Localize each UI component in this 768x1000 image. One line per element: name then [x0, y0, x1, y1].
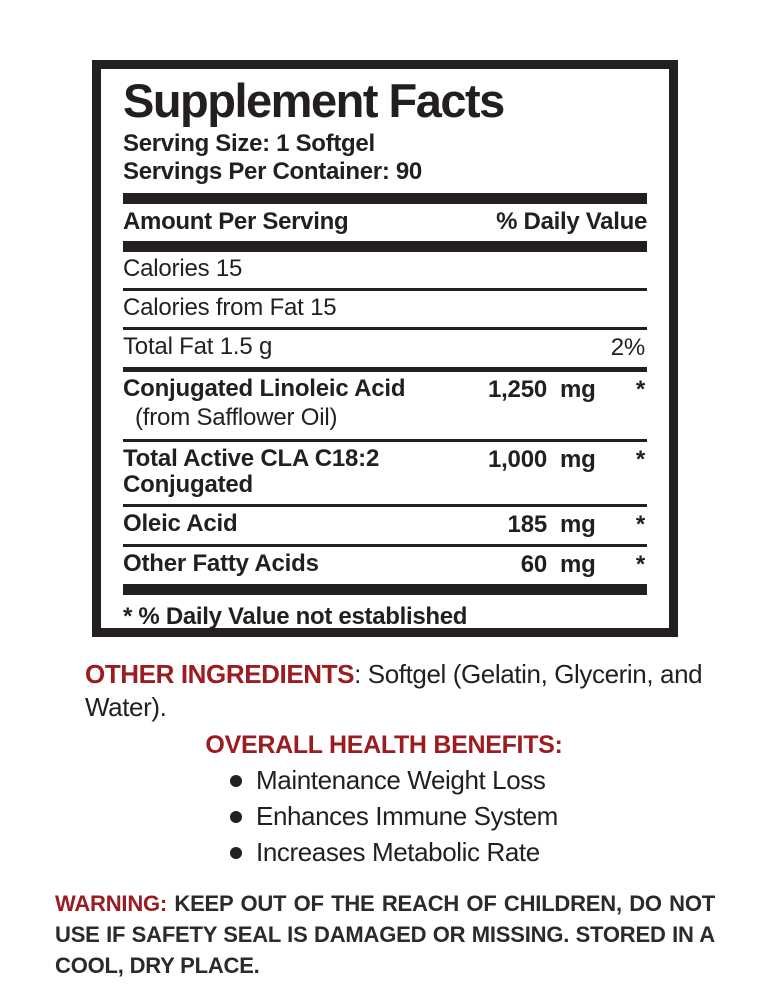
other-ingredients-text: : Softgel (Gelatin, Glycerin, and Water).: [85, 659, 703, 723]
servings-per-container: Servings Per Container: 90: [123, 157, 422, 185]
nutrient-name: Other Fatty Acids: [123, 550, 319, 578]
nutrient-name: Oleic Acid: [123, 510, 238, 538]
other-ingredients: [85, 658, 713, 725]
benefit-item: [230, 763, 558, 799]
nutrient-row: [123, 372, 647, 439]
nutrient-name: Total Active CLA C18:2 Conjugated: [123, 444, 380, 499]
nutrient-row: [123, 442, 647, 505]
nutrient-unit: mg: [560, 551, 596, 579]
nutrient-amount: 1,250: [487, 375, 547, 403]
nutrient-row: [123, 291, 647, 327]
nutrient-amount: 185: [507, 511, 547, 539]
health-benefits-list: [230, 763, 558, 871]
nutrient-unit: mg: [560, 375, 596, 403]
header-daily-value: % Daily Value: [496, 207, 647, 235]
bullet-icon: [230, 775, 242, 787]
nutrient-daily-value: 2%: [610, 333, 645, 361]
nutrient-daily-value: *: [635, 551, 645, 579]
benefit-text: Increases Metabolic Rate: [256, 836, 540, 867]
nutrient-row: [123, 507, 647, 544]
nutrient-source: (from Safflower Oil): [135, 404, 338, 432]
nutrient-name: Conjugated Linoleic Acid (from Safflower Oil): [123, 376, 457, 434]
benefit-item: [230, 799, 558, 835]
nutrient-rows: [123, 252, 647, 596]
serving-info: [123, 130, 647, 186]
nutrient-name: Calories from Fat 15: [123, 293, 337, 321]
warning-statement: [55, 888, 715, 982]
health-benefits-title: OVERALL HEALTH BENEFITS:: [205, 731, 563, 759]
benefit-text: Maintenance Weight Loss: [256, 765, 546, 795]
nutrient-row: [123, 330, 647, 367]
row-separator: [123, 584, 647, 595]
divider-bar-header: [123, 241, 647, 252]
supplement-facts-panel: [92, 60, 678, 637]
warning-label: WARNING:: [55, 891, 168, 916]
nutrient-unit: mg: [560, 445, 596, 473]
nutrient-unit: mg: [560, 511, 596, 539]
warning-text: KEEP OUT OF THE REACH OF CHILDREN, DO NOT USE IF SAFETY SEAL IS DAMAGED OR MISSING. STORED IN A COOL, DRY PLACE.: [55, 891, 715, 979]
nutrient-row: [123, 547, 647, 584]
bullet-icon: [230, 811, 242, 823]
nutrient-row: [123, 252, 647, 288]
bullet-icon: [230, 847, 242, 859]
table-header: [123, 204, 647, 241]
header-amount-per-serving: Amount Per Serving: [123, 207, 349, 235]
nutrient-daily-value: *: [635, 511, 645, 539]
other-ingredients-label: OTHER INGREDIENTS: [85, 659, 355, 689]
nutrient-name: Calories 15: [123, 254, 243, 282]
panel-title: Supplement Facts: [123, 74, 504, 127]
nutrient-amount: 60: [520, 551, 547, 579]
nutrient-daily-value: *: [635, 375, 645, 403]
divider-bar-top: [123, 193, 647, 204]
nutrient-daily-value: *: [635, 445, 645, 473]
nutrient-name: Total Fat 1.5 g: [123, 332, 273, 360]
serving-size: Serving Size: 1 Softgel: [123, 129, 375, 157]
benefit-item: [230, 835, 558, 871]
nutrient-amount: 1,000: [487, 445, 547, 473]
benefit-text: Enhances Immune System: [256, 800, 558, 831]
daily-value-footnote: * % Daily Value not established: [123, 603, 468, 631]
